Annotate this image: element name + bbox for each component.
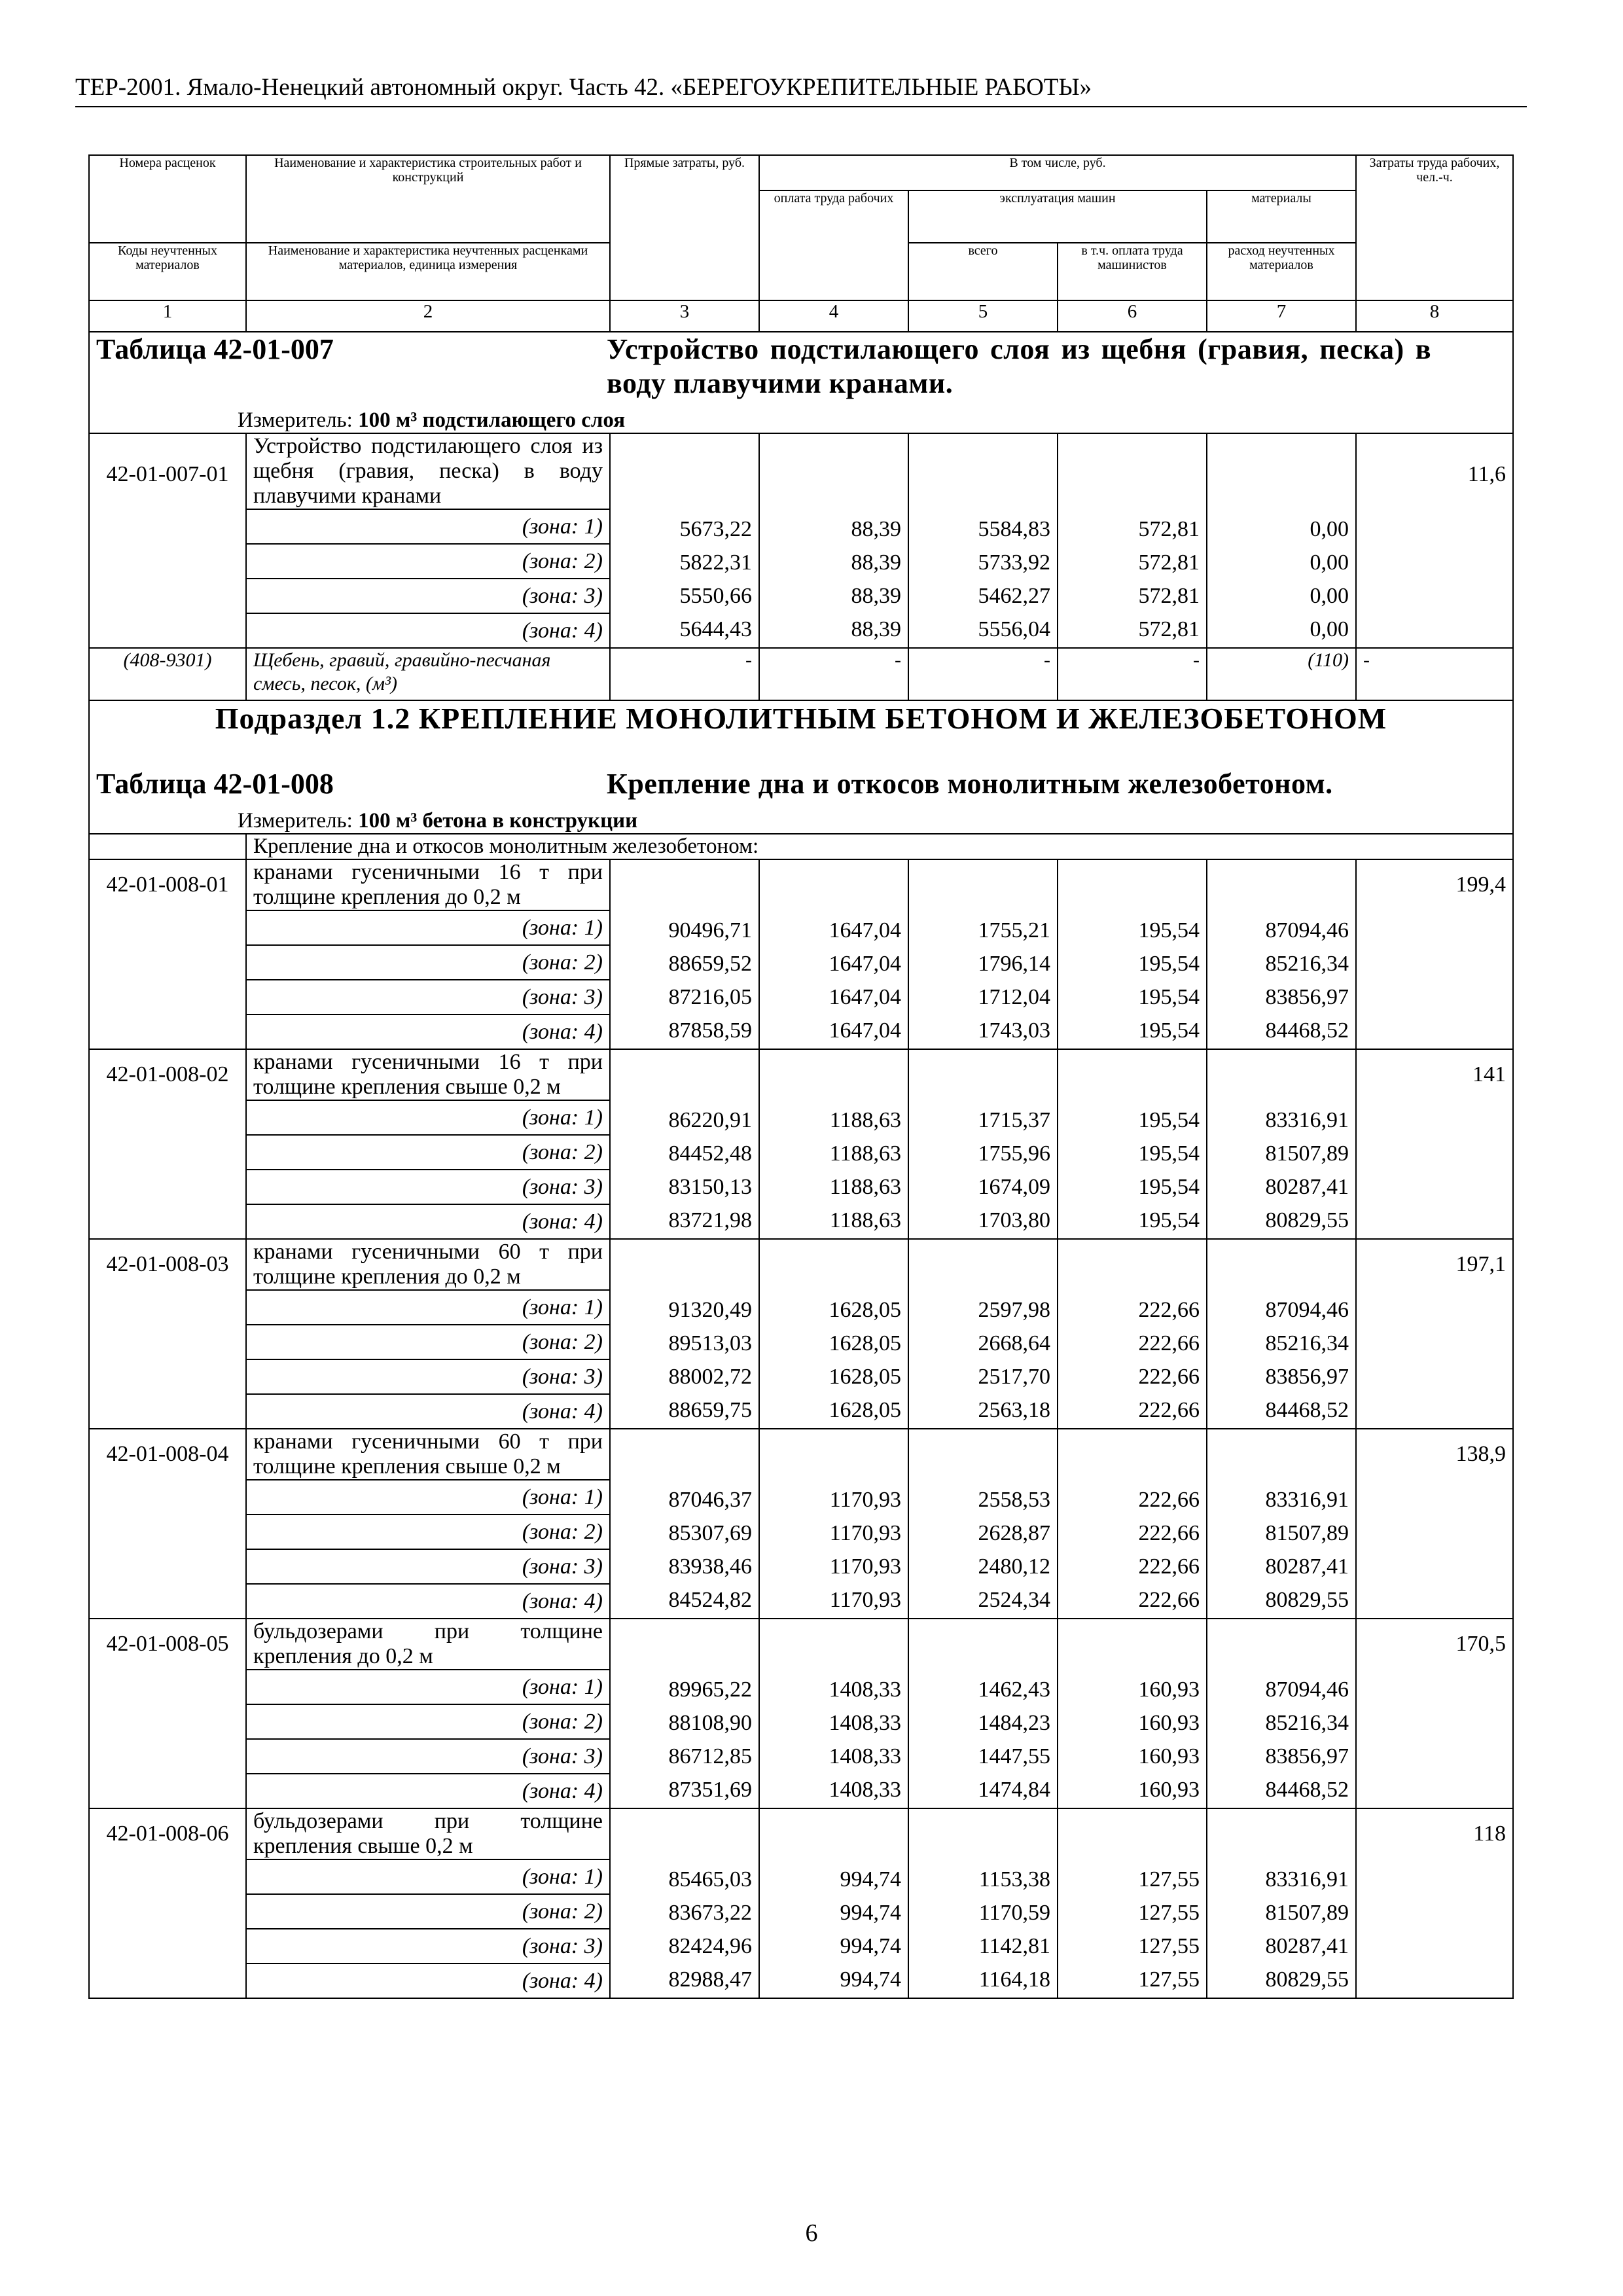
direct-costs-cell — [610, 1049, 759, 1239]
labor-costs: 197,1 — [1356, 1239, 1513, 1429]
machinist-pay-cell — [1058, 1429, 1207, 1619]
zone-value: 222,66 — [1138, 1521, 1200, 1545]
col-number: 1 — [89, 300, 246, 332]
labor-pay-cell — [759, 1239, 908, 1429]
material-c8: - — [1356, 648, 1513, 700]
labor-costs: 138,9 — [1356, 1429, 1513, 1619]
machinist-pay-cell — [1058, 1619, 1207, 1808]
table-008-measure — [238, 809, 1506, 833]
zone-value: 1170,93 — [829, 1488, 901, 1512]
zone-value: 127,55 — [1138, 1967, 1200, 1992]
rate-description: кранами гусеничными 60 т при толщине крепления свыше 0,2 м — [246, 1429, 610, 1480]
zone-label: (зона: 1) — [246, 1100, 610, 1135]
col-number: 7 — [1207, 300, 1356, 332]
zone-value: 88,39 — [851, 517, 901, 541]
measure-value: 100 м³ бетона в конструкции — [358, 809, 638, 833]
col5-header: всего — [908, 243, 1058, 300]
zone-value: 1188,63 — [829, 1175, 901, 1199]
zone-value: 1647,04 — [829, 952, 901, 976]
zone-label: (зона: 2) — [246, 544, 610, 579]
zone-value: 1142,81 — [978, 1934, 1050, 1958]
zone-value: 1647,04 — [829, 1018, 901, 1043]
zone-value: 83673,22 — [668, 1901, 752, 1925]
zone-value: 195,54 — [1138, 1141, 1200, 1166]
zone-value: 83150,13 — [668, 1175, 752, 1199]
materials-cell — [1207, 433, 1356, 648]
zone-value: 88,39 — [851, 550, 901, 575]
group-heading: Крепление дна и откосов монолитным железобетоном: — [246, 834, 1513, 859]
zone-value: 91320,49 — [668, 1298, 752, 1322]
zone-value: 1170,59 — [978, 1901, 1050, 1925]
zone-value: 80829,55 — [1265, 1967, 1349, 1992]
labor-pay-cell — [759, 1429, 908, 1619]
machinist-pay-cell — [1058, 1049, 1207, 1239]
zone-value: 81507,89 — [1265, 1521, 1349, 1545]
table-007-heading-row — [89, 332, 1513, 433]
subsection-heading-row — [89, 700, 1513, 834]
zone-label: (зона: 3) — [246, 579, 610, 613]
labor-costs: 141 — [1356, 1049, 1513, 1239]
zone-value: 1712,04 — [978, 985, 1050, 1009]
zone-value: 2597,98 — [978, 1298, 1050, 1322]
zone-value: 85216,34 — [1265, 952, 1349, 976]
zone-label: (зона: 1) — [246, 1859, 610, 1894]
running-header: ТЕР-2001. Ямало-Ненецкий автономный округ. Часть 42. «БЕРЕГОУКРЕПИТЕЛЬНЫЕ РАБОТЫ» — [75, 74, 1092, 101]
zone-value: 86712,85 — [668, 1744, 752, 1768]
zone-label: (зона: 4) — [246, 1204, 610, 1239]
zone-value: 88002,72 — [668, 1365, 752, 1389]
zone-value: 572,81 — [1138, 584, 1200, 608]
zone-value: 2628,87 — [978, 1521, 1050, 1545]
rate-description: кранами гусеничными 60 т при толщине крепления до 0,2 м — [246, 1239, 610, 1290]
zone-value: 88659,75 — [668, 1398, 752, 1422]
rate-code: 42-01-008-04 — [89, 1429, 246, 1619]
zone-value: 222,66 — [1138, 1398, 1200, 1422]
direct-costs-cell — [610, 1239, 759, 1429]
machinist-pay-cell — [1058, 433, 1207, 648]
zone-value: 572,81 — [1138, 550, 1200, 575]
zone-value: 195,54 — [1138, 1018, 1200, 1043]
zone-value: 994,74 — [840, 1934, 901, 1958]
zone-value: 5584,83 — [978, 517, 1050, 541]
zone-value: 88108,90 — [668, 1711, 752, 1735]
direct-costs-cell — [610, 1808, 759, 1998]
machinist-pay-cell — [1058, 1239, 1207, 1429]
zone-value: 84468,52 — [1265, 1398, 1349, 1422]
zone-value: 5733,92 — [978, 550, 1050, 575]
included-header: В том числе, руб. — [759, 155, 1356, 190]
zone-value: 160,93 — [1138, 1744, 1200, 1768]
labor-pay-cell — [759, 433, 908, 648]
col6-header: в т.ч. оплата труда машинистов — [1058, 243, 1207, 300]
zone-value: 5673,22 — [679, 517, 752, 541]
direct-costs-cell — [610, 1619, 759, 1808]
rate-description: кранами гусеничными 16 т при толщине крепления свыше 0,2 м — [246, 1049, 610, 1100]
zone-value: 5822,31 — [679, 550, 752, 575]
zone-value: 85307,69 — [668, 1521, 752, 1545]
direct-costs-cell — [610, 433, 759, 648]
material-c7: (110) — [1207, 648, 1356, 700]
zone-value: 572,81 — [1138, 617, 1200, 641]
col-number: 4 — [759, 300, 908, 332]
materials-header: материалы — [1207, 190, 1356, 243]
zone-label: (зона: 3) — [246, 1549, 610, 1584]
material-code: (408-9301) — [89, 648, 246, 700]
zone-value: 87094,46 — [1265, 1298, 1349, 1322]
zone-value: 994,74 — [840, 1867, 901, 1892]
material-c3: - — [610, 648, 759, 700]
material-c5: - — [908, 648, 1058, 700]
zone-label: (зона: 1) — [246, 1670, 610, 1704]
zone-value: 2563,18 — [978, 1398, 1050, 1422]
zone-value: 2558,53 — [978, 1488, 1050, 1512]
zone-label: (зона: 4) — [246, 1014, 610, 1049]
zone-value: 1647,04 — [829, 918, 901, 942]
zone-value: 1408,33 — [829, 1744, 901, 1768]
zone-label: (зона: 4) — [246, 1774, 610, 1808]
rate-row — [89, 1239, 1513, 1290]
zone-value: 2480,12 — [978, 1554, 1050, 1579]
col-number: 2 — [246, 300, 610, 332]
labor-costs: 199,4 — [1356, 859, 1513, 1049]
rate-row-007-01 — [89, 433, 1513, 509]
zone-value: 1408,33 — [829, 1711, 901, 1735]
zone-value: 160,93 — [1138, 1778, 1200, 1802]
col8-header: Затраты труда рабочих, чел.-ч. — [1356, 155, 1513, 300]
zone-label: (зона: 2) — [246, 1515, 610, 1549]
zone-value: 87858,59 — [668, 1018, 752, 1043]
labor-costs: 170,5 — [1356, 1619, 1513, 1808]
column-numbers-row — [89, 300, 1513, 332]
machines-total-cell — [908, 1619, 1058, 1808]
zone-value: 1628,05 — [829, 1398, 901, 1422]
zone-value: 160,93 — [1138, 1677, 1200, 1702]
machinist-pay-cell — [1058, 859, 1207, 1049]
zone-label: (зона: 3) — [246, 980, 610, 1014]
col-number: 6 — [1058, 300, 1207, 332]
zone-value: 88659,52 — [668, 952, 752, 976]
zone-value: 85465,03 — [668, 1867, 752, 1892]
zone-value: 1170,93 — [829, 1588, 901, 1612]
zone-label: (зона: 2) — [246, 1325, 610, 1359]
zone-value: 1703,80 — [978, 1208, 1050, 1232]
labor-costs: 118 — [1356, 1808, 1513, 1998]
zone-value: 89965,22 — [668, 1677, 752, 1702]
zone-value: 84468,52 — [1265, 1018, 1349, 1043]
header-rule — [75, 106, 1527, 107]
zone-value: 127,55 — [1138, 1934, 1200, 1958]
zone-label: (зона: 4) — [246, 1964, 610, 1998]
zone-value: 160,93 — [1138, 1711, 1200, 1735]
col7-header: расход неучтенных материалов — [1207, 243, 1356, 300]
zone-value: 83316,91 — [1265, 1488, 1349, 1512]
materials-cell — [1207, 1239, 1356, 1429]
zone-value: 83316,91 — [1265, 1108, 1349, 1132]
material-row — [89, 648, 1513, 700]
zone-value: 222,66 — [1138, 1331, 1200, 1355]
page-number: 6 — [805, 2219, 818, 2247]
zone-value: 1674,09 — [978, 1175, 1050, 1199]
zone-value: 1462,43 — [978, 1677, 1050, 1702]
zone-label: (зона: 3) — [246, 1739, 610, 1774]
col-number: 8 — [1356, 300, 1513, 332]
zone-value: 88,39 — [851, 617, 901, 641]
col1-top-header: Номера расценок — [89, 155, 246, 243]
rate-row — [89, 859, 1513, 910]
zone-value: 87046,37 — [668, 1488, 752, 1512]
materials-cell — [1207, 1049, 1356, 1239]
group-heading-row — [89, 834, 1513, 859]
zone-label: (зона: 4) — [246, 1394, 610, 1429]
zone-value: 81507,89 — [1265, 1141, 1349, 1166]
zone-value: 1628,05 — [829, 1365, 901, 1389]
zone-value: 222,66 — [1138, 1554, 1200, 1579]
zone-value: 994,74 — [840, 1901, 901, 1925]
zone-value: 222,66 — [1138, 1588, 1200, 1612]
zone-value: 1408,33 — [829, 1778, 901, 1802]
rate-code: 42-01-008-06 — [89, 1808, 246, 1998]
material-description: Щебень, гравий, гравийно-песчаная смесь, песок, (м³) — [246, 648, 610, 700]
zone-label: (зона: 3) — [246, 1170, 610, 1204]
zone-value: 87216,05 — [668, 985, 752, 1009]
zone-value: 1743,03 — [978, 1018, 1050, 1043]
machines-total-cell — [908, 1049, 1058, 1239]
zone-value: 89513,03 — [668, 1331, 752, 1355]
zone-value: 222,66 — [1138, 1298, 1200, 1322]
zone-value: 1188,63 — [829, 1141, 901, 1166]
zone-value: 1164,18 — [978, 1967, 1050, 1992]
zone-value: 83856,97 — [1265, 1744, 1349, 1768]
col4-header: оплата труда рабочих — [759, 190, 908, 300]
zone-label: (зона: 2) — [246, 945, 610, 980]
zone-value: 5556,04 — [978, 617, 1050, 641]
col2-bottom-header: Наименование и характеристика неучтенных расценками материалов, единица измерения — [246, 243, 610, 300]
zone-value: 82424,96 — [668, 1934, 752, 1958]
rate-code: 42-01-008-05 — [89, 1619, 246, 1808]
col1-bottom-header: Коды неучтенных материалов — [89, 243, 246, 300]
zone-value: 5644,43 — [679, 617, 752, 641]
zone-value: 0,00 — [1310, 550, 1349, 575]
zone-label: (зона: 2) — [246, 1135, 610, 1170]
machines-total-cell — [908, 1808, 1058, 1998]
table-008-description: Крепление дна и откосов монолитным железобетоном. — [607, 768, 1333, 800]
zone-value: 5462,27 — [978, 584, 1050, 608]
zone-value: 83316,91 — [1265, 1867, 1349, 1892]
zone-value: 81507,89 — [1265, 1901, 1349, 1925]
zone-label: (зона: 3) — [246, 1359, 610, 1394]
zone-value: 0,00 — [1310, 517, 1349, 541]
zone-value: 85216,34 — [1265, 1331, 1349, 1355]
zone-value: 1628,05 — [829, 1331, 901, 1355]
zone-label: (зона: 2) — [246, 1704, 610, 1739]
group-blank-cell — [89, 834, 246, 859]
zone-value: 85216,34 — [1265, 1711, 1349, 1735]
zone-value: 90496,71 — [668, 918, 752, 942]
rate-code: 42-01-007-01 — [89, 433, 246, 648]
zone-value: 1447,55 — [978, 1744, 1050, 1768]
zone-label: (зона: 3) — [246, 1929, 610, 1964]
rate-row — [89, 1808, 1513, 1859]
materials-cell — [1207, 859, 1356, 1049]
zone-value: 1153,38 — [978, 1867, 1050, 1892]
materials-cell — [1207, 1619, 1356, 1808]
zone-value: 1715,37 — [978, 1108, 1050, 1132]
zone-label: (зона: 1) — [246, 1290, 610, 1325]
rate-row — [89, 1619, 1513, 1670]
zone-value: 222,66 — [1138, 1365, 1200, 1389]
zone-value: 2668,64 — [978, 1331, 1050, 1355]
col-number: 5 — [908, 300, 1058, 332]
material-c6: - — [1058, 648, 1207, 700]
zone-value: 195,54 — [1138, 952, 1200, 976]
zone-value: 83938,46 — [668, 1554, 752, 1579]
zone-value: 80287,41 — [1265, 1934, 1349, 1958]
zone-value: 2517,70 — [978, 1365, 1050, 1389]
zone-value: 82988,47 — [668, 1967, 752, 1992]
table-007-measure — [238, 408, 1506, 433]
labor-pay-cell — [759, 859, 908, 1049]
zone-value: 80287,41 — [1265, 1175, 1349, 1199]
zone-label: (зона: 2) — [246, 1894, 610, 1929]
zone-value: 1170,93 — [829, 1554, 901, 1579]
zone-value: 2524,34 — [978, 1588, 1050, 1612]
rate-description: Устройство подстилающего слоя из щебня (гравия, песка) в воду плавучими кранами — [246, 433, 610, 509]
zone-value: 1170,93 — [829, 1521, 901, 1545]
zone-value: 1188,63 — [829, 1108, 901, 1132]
zone-value: 86220,91 — [668, 1108, 752, 1132]
zone-value: 80829,55 — [1265, 1588, 1349, 1612]
zone-value: 127,55 — [1138, 1901, 1200, 1925]
zone-label: (зона: 4) — [246, 1584, 610, 1619]
header-row-1 — [89, 155, 1513, 190]
zone-value: 83856,97 — [1265, 985, 1349, 1009]
zone-value: 1755,96 — [978, 1141, 1050, 1166]
zone-label: (зона: 1) — [246, 910, 610, 945]
labor-pay-cell — [759, 1049, 908, 1239]
zone-value: 195,54 — [1138, 985, 1200, 1009]
zone-value: 222,66 — [1138, 1488, 1200, 1512]
zone-value: 1474,84 — [978, 1778, 1050, 1802]
labor-costs: 11,6 — [1356, 433, 1513, 648]
table-008-title: Таблица 42-01-008 — [96, 768, 334, 800]
machinist-pay-cell — [1058, 1808, 1207, 1998]
zone-value: 84468,52 — [1265, 1778, 1349, 1802]
rate-description: бульдозерами при толщине крепления свыше 0,2 м — [246, 1808, 610, 1859]
rate-description: бульдозерами при толщине крепления до 0,2 м — [246, 1619, 610, 1670]
table-007-title: Таблица 42-01-007 — [96, 333, 334, 365]
material-c4: - — [759, 648, 908, 700]
zone-value: 127,55 — [1138, 1867, 1200, 1892]
rate-code: 42-01-008-03 — [89, 1239, 246, 1429]
zone-value: 87351,69 — [668, 1778, 752, 1802]
zone-value: 83721,98 — [668, 1208, 752, 1232]
zone-label: (зона: 1) — [246, 1480, 610, 1515]
rates-table — [88, 154, 1514, 1999]
zone-value: 80287,41 — [1265, 1554, 1349, 1579]
zone-value: 994,74 — [840, 1967, 901, 1992]
materials-cell — [1207, 1808, 1356, 1998]
rate-row — [89, 1049, 1513, 1100]
measure-value: 100 м³ подстилающего слоя — [358, 408, 626, 432]
rate-row — [89, 1429, 1513, 1480]
zone-value: 1408,33 — [829, 1677, 901, 1702]
zone-value: 1484,23 — [978, 1711, 1050, 1735]
zone-value: 195,54 — [1138, 918, 1200, 942]
zone-value: 87094,46 — [1265, 918, 1349, 942]
rate-code: 42-01-008-01 — [89, 859, 246, 1049]
zone-value: 83856,97 — [1265, 1365, 1349, 1389]
rate-code: 42-01-008-02 — [89, 1049, 246, 1239]
zone-value: 1188,63 — [829, 1208, 901, 1232]
zone-value: 84452,48 — [668, 1141, 752, 1166]
col-number: 3 — [610, 300, 759, 332]
machines-header: эксплуатация машин — [908, 190, 1207, 243]
labor-pay-cell — [759, 1808, 908, 1998]
rate-description: кранами гусеничными 16 т при толщине крепления до 0,2 м — [246, 859, 610, 910]
zone-value: 0,00 — [1310, 617, 1349, 641]
direct-costs-cell — [610, 859, 759, 1049]
zone-value: 0,00 — [1310, 584, 1349, 608]
zone-value: 1796,14 — [978, 952, 1050, 976]
zone-value: 5550,66 — [679, 584, 752, 608]
machines-total-cell — [908, 1239, 1058, 1429]
zone-label: (зона: 4) — [246, 613, 610, 648]
zone-label: (зона: 1) — [246, 509, 610, 544]
measure-label: Измеритель: — [238, 408, 353, 432]
subsection-title: Подраздел 1.2 КРЕПЛЕНИЕ МОНОЛИТНЫМ БЕТОНОМ И ЖЕЛЕЗОБЕТОНОМ — [215, 702, 1387, 735]
zone-value: 195,54 — [1138, 1208, 1200, 1232]
machines-total-cell — [908, 433, 1058, 648]
zone-value: 80829,55 — [1265, 1208, 1349, 1232]
table-007-description: Устройство подстилающего слоя из щебня (гравия, песка) в воду плавучими кранами. — [607, 333, 1431, 399]
zone-value: 195,54 — [1138, 1175, 1200, 1199]
col3-header: Прямые затраты, руб. — [610, 155, 759, 300]
col2-top-header: Наименование и характеристика строительных работ и конструкций — [246, 155, 610, 243]
zone-value: 1755,21 — [978, 918, 1050, 942]
machines-total-cell — [908, 1429, 1058, 1619]
zone-value: 1628,05 — [829, 1298, 901, 1322]
zone-value: 87094,46 — [1265, 1677, 1349, 1702]
direct-costs-cell — [610, 1429, 759, 1619]
zone-value: 1647,04 — [829, 985, 901, 1009]
labor-pay-cell — [759, 1619, 908, 1808]
materials-cell — [1207, 1429, 1356, 1619]
zone-value: 195,54 — [1138, 1108, 1200, 1132]
zone-value: 88,39 — [851, 584, 901, 608]
machines-total-cell — [908, 859, 1058, 1049]
zone-value: 572,81 — [1138, 517, 1200, 541]
zone-value: 84524,82 — [668, 1588, 752, 1612]
measure-label: Измеритель: — [238, 809, 353, 833]
